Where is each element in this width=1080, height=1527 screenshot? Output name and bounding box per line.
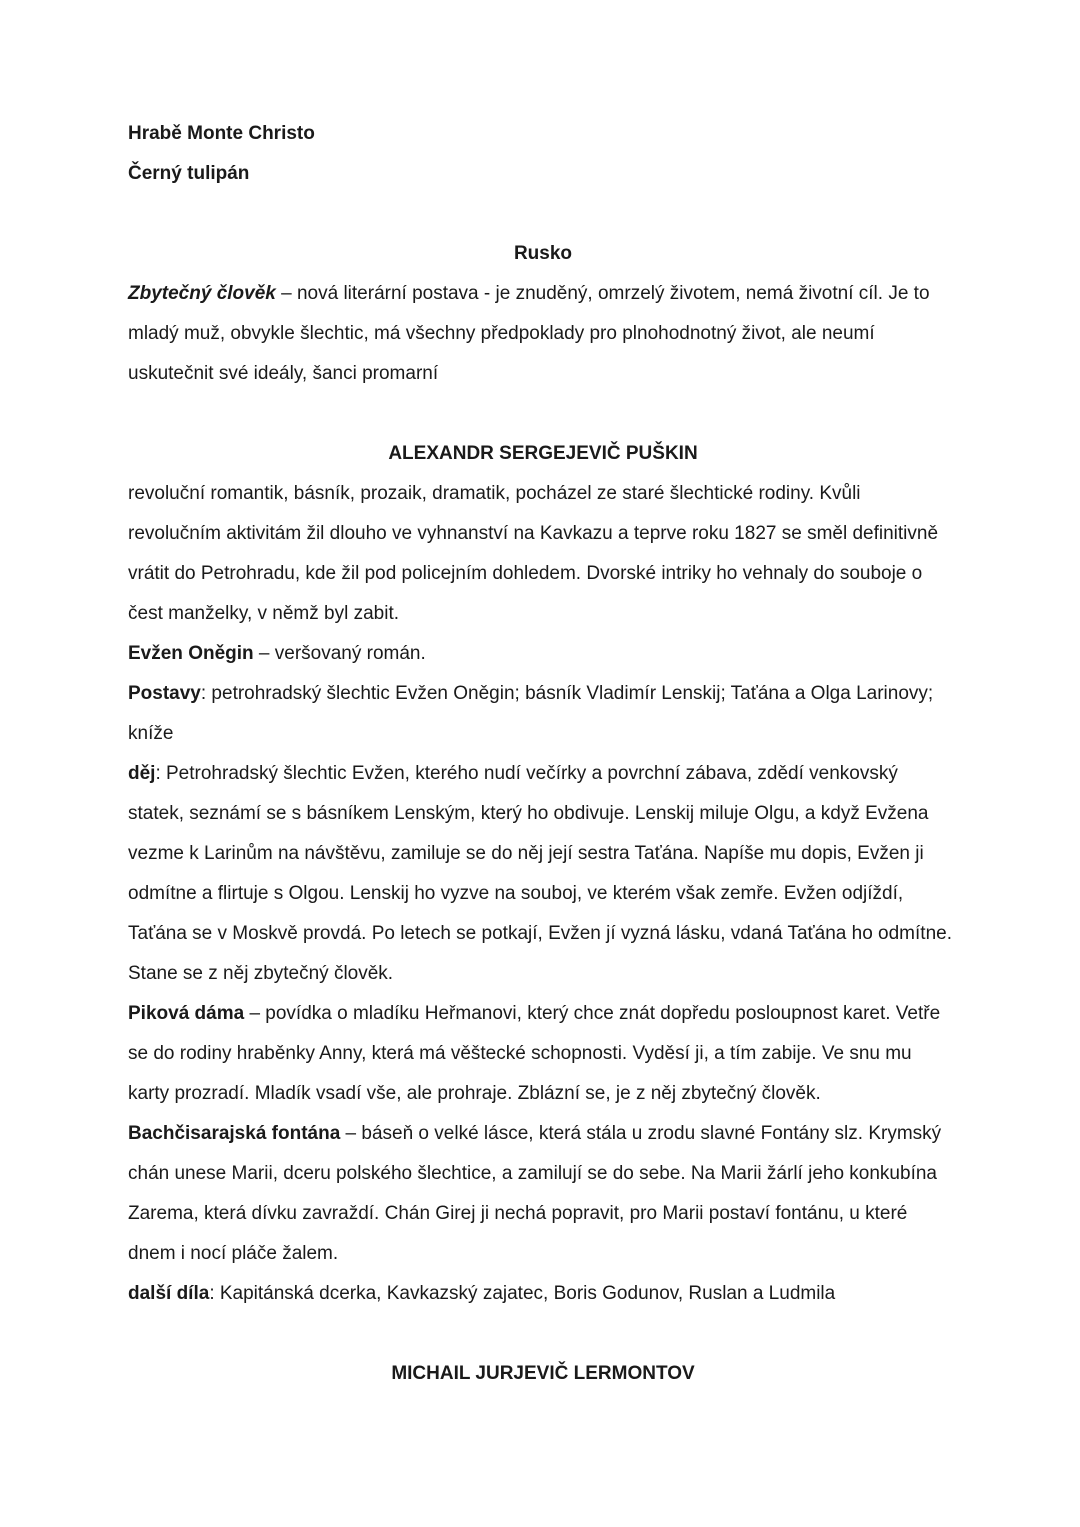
text-run: – nová literární postava - je znuděný, omrzelý životem, nemá životní cíl. Je to mladý muž, obvykle šlechtic, má všechny předpoklady pro plnohodnotný život, ale neumí uskutečnit své ideály, šanci promarní	[128, 283, 930, 384]
blank-line	[128, 1314, 958, 1354]
paragraph-dalsi-dila	[128, 1274, 958, 1314]
text-run: MICHAIL JURJEVIČ LERMONTOV	[391, 1363, 695, 1384]
paragraph-bachcisarajska-fontana	[128, 1114, 958, 1274]
heading-rusko	[128, 234, 958, 274]
heading-michail-jurjevic-lermontov	[128, 1354, 958, 1394]
text-run: – báseň o velké lásce, která stála u zrodu slavné Fontány slz. Krymský chán unese Marii, dceru polského šlechtice, a zamilují se do sebe. Na Marii žárlí jeho konkubína Zarema, která dívku zavraždí. Chán Girej ji nechá popravit, pro Marii postaví fontánu, u které dnem i nocí pláče žalem.	[128, 1123, 942, 1264]
document-content	[128, 114, 958, 1394]
text-run: Zbytečný člověk	[128, 283, 276, 304]
text-run: : Petrohradský šlechtic Evžen, kterého nudí večírky a povrchní zábava, zdědí venkovský statek, seznámí se s básníkem Lenským, který ho obdivuje. Lenskij miluje Olgu, a když Evžena vezme k Larinům na návštěvu, zamiluje se do něj její sestra Taťána. Napíše mu dopis, Evžen ji odmítne a flirtuje s Olgou. Lenskij ho vyzve na souboj, ve kterém však zemře. Evžen odjíždí, Taťána se v Moskvě provdá. Po letech se potkají, Evžen jí vyzná lásku, vdaná Taťána ho odmítne. Stane se z něj zbytečný člověk.	[128, 763, 952, 984]
paragraph-postavy	[128, 674, 958, 754]
paragraph-evzen-onegin	[128, 634, 958, 674]
text-run: další díla	[128, 1283, 210, 1304]
text-run: : petrohradský šlechtic Evžen Oněgin; básník Vladimír Lenskij; Taťána a Olga Larinovy; kníže	[128, 683, 934, 744]
text-run: děj	[128, 763, 156, 784]
text-run: ALEXANDR SERGEJEVIČ PUŠKIN	[388, 443, 698, 464]
text-run: – veršovaný román.	[253, 643, 426, 664]
paragraph-zbytecny-clovek	[128, 274, 958, 394]
blank-line	[128, 394, 958, 434]
blank-line	[128, 194, 958, 234]
text-run: Piková dáma	[128, 1003, 245, 1024]
book-title-cerny-tulipan	[128, 154, 958, 194]
text-run: – povídka o mladíku Heřmanovi, který chce znát dopředu posloupnost karet. Vetře se do rodiny hraběnky Anny, která má věštecké schopnosti. Vyděsí ji, a tím zabije. Ve snu mu karty prozradí. Mladík vsadí vše, ale prohraje. Zblázní se, je z něj zbytečný člověk.	[128, 1003, 941, 1104]
text-run: : Kapitánská dcerka, Kavkazský zajatec, Boris Godunov, Ruslan a Ludmila	[209, 1283, 836, 1304]
text-run: Černý tulipán	[128, 163, 250, 184]
book-title-hrabe-monte-christo	[128, 114, 958, 154]
text-run: Rusko	[513, 243, 573, 264]
text-run: Postavy	[128, 683, 201, 704]
paragraph-dej	[128, 754, 958, 994]
paragraph-puskin-bio	[128, 474, 958, 634]
paragraph-pikova-dama	[128, 994, 958, 1114]
heading-alexandr-sergejevic-puskin	[128, 434, 958, 474]
text-run: Evžen Oněgin	[128, 643, 254, 664]
text-run: Hrabě Monte Christo	[128, 123, 315, 144]
text-run: revoluční romantik, básník, prozaik, dramatik, pocházel ze staré šlechtické rodiny. Kvůli revolučním aktivitám žil dlouho ve vyhnanství na Kavkazu a teprve roku 1827 se směl definitivně vrátit do Petrohradu, kde žil pod policejním dohledem. Dvorské intriky ho vehnaly do souboje o čest manželky, v němž byl zabit.	[128, 483, 939, 624]
text-run: Bachčisarajská fontána	[128, 1123, 341, 1144]
